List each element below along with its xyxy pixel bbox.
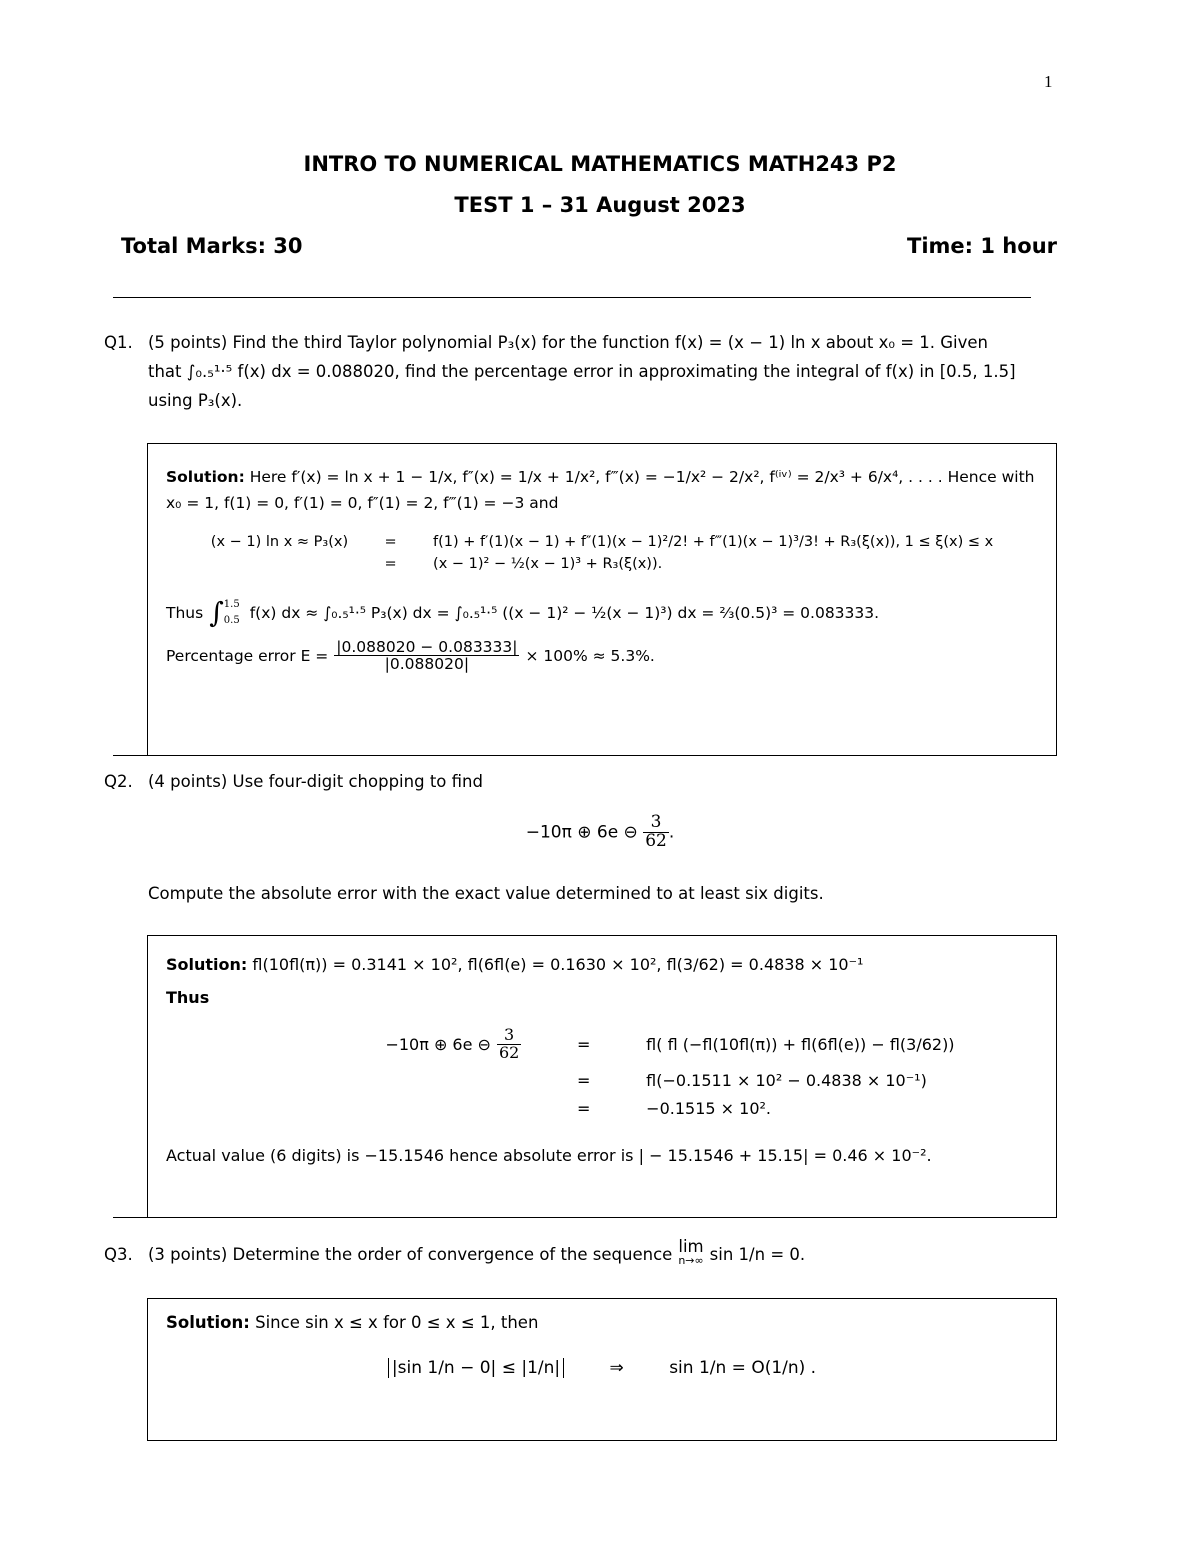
q2-eq-rhs-1: fl( fl (−fl(10fl(π)) + fl(6fl(e)) − fl(3/62)): [646, 1034, 955, 1054]
q2-eq-frac-den: 62: [498, 1042, 520, 1062]
q1-percentage-error: [166, 639, 1038, 673]
q2-box-underline: [113, 1217, 149, 1218]
q2-eq-fraction: [497, 1027, 521, 1062]
q1-eq-rhs-1: f(1) + f′(1)(x − 1) + f″(1)(x − 1)²/2! + f‴(1)(x − 1)³/3! + R₃(ξ(x)), 1 ≤ ξ(x) ≤ x: [433, 534, 994, 550]
q1-perc-fraction: [334, 639, 519, 673]
q1-integral-text: f(x) dx ≈ ∫₀.₅¹·⁵ P₃(x) dx = ∫₀.₅¹·⁵ ((x − 1)² − ½(x − 1)³) dx = ⅔(0.5)³ = 0.083333.: [249, 603, 880, 622]
time-allowed: Time: 1 hour: [907, 234, 1057, 258]
question-1-label: Q1.: [104, 333, 133, 352]
question-1: [104, 328, 1059, 415]
question-2-solution-box: [147, 935, 1057, 1218]
solution-heading: Solution:: [166, 1313, 250, 1332]
q2-expr-end: .: [668, 822, 675, 843]
q2-frac-num: 3: [643, 814, 669, 833]
q2-eq-rhs-3: −0.1515 × 10².: [646, 1098, 771, 1118]
q3-result: sin 1/n = O(1/n) .: [669, 1358, 817, 1378]
q1-eq-rel-1: =: [384, 534, 397, 550]
q3-sol-line1: Since sin x ≤ x for 0 ≤ x ≤ 1, then: [255, 1313, 539, 1332]
q1-perc-denominator: |0.088020|: [384, 655, 470, 674]
q1-thus: Thus: [166, 603, 204, 622]
q3-lim: lim: [678, 1237, 704, 1256]
q1-eq-rel-2: =: [384, 556, 397, 572]
q2-eq-rel-2: =: [577, 1070, 591, 1090]
q1-perc-tail: × 100% ≈ 5.3%.: [525, 646, 655, 665]
q3-lim-sub: n→∞: [678, 1254, 704, 1267]
q1-derivatives-line: Here f′(x) = ln x + 1 − 1/x, f″(x) = 1/x + 1/x², f‴(x) = −1/x² − 2/x², f⁽ⁱᵛ⁾ = 2/x³ + 6/x⁴, . . . . Hence with: [249, 468, 1035, 486]
question-2-text-2: Compute the absolute error with the exact value determined to at least six digits.: [148, 884, 824, 903]
solution-heading: Solution:: [166, 468, 245, 486]
question-2-instruction: [104, 879, 1059, 908]
total-marks: Total Marks: 30: [121, 234, 303, 258]
page-title: INTRO TO NUMERICAL MATHEMATICS MATH243 P2: [303, 152, 897, 176]
test-subtitle: TEST 1 – 31 August 2023: [454, 193, 746, 217]
question-3: [104, 1237, 1059, 1269]
q1-values-line: x₀ = 1, f(1) = 0, f′(1) = 0, f″(1) = 2, f‴(1) = −3 and: [166, 494, 559, 512]
q2-expr-left: −10π ⊕ 6e ⊖: [525, 822, 638, 843]
q3-limit: [678, 1237, 704, 1268]
question-2: [104, 767, 1059, 796]
q2-expr-fraction: [643, 814, 669, 851]
q3-inequality-line: [166, 1358, 1038, 1378]
integral-sign-icon: ∫: [209, 596, 224, 629]
q1-eq-rhs-2: (x − 1)² − ½(x − 1)³ + R₃(ξ(x)).: [433, 556, 663, 572]
question-2-label: Q2.: [104, 772, 133, 791]
integral-limits: 1.5 0.5: [223, 598, 240, 626]
q1-integral-line: [166, 596, 1038, 629]
question-1-text-b: that ∫₀.₅¹·⁵ f(x) dx = 0.088020, find the percentage error in approximating the integral of f(x) in [0.5, 1.5]: [148, 362, 1016, 381]
solution-heading: Solution:: [166, 955, 248, 974]
q3-inequality: |sin 1/n − 0| ≤ |1/n|: [388, 1358, 564, 1378]
q2-eq-lhs: −10π ⊕ 6e ⊖: [385, 1034, 491, 1054]
question-2-text: (4 points) Use four-digit chopping to find: [148, 772, 483, 791]
question-3-text: (3 points) Determine the order of convergence of the sequence: [148, 1245, 673, 1264]
q2-eq-rel-1: =: [577, 1034, 591, 1054]
q1-eq-lhs: (x − 1) ln x ≈ P₃(x): [210, 534, 349, 550]
q2-thus: Thus: [166, 988, 210, 1007]
question-1-text-c: using P₃(x).: [148, 391, 243, 410]
implies-arrow-icon: ⇒: [609, 1358, 624, 1378]
q2-frac-den: 62: [645, 830, 667, 851]
question-3-solution-box: [147, 1298, 1057, 1441]
q1-perc-label: Percentage error E =: [166, 646, 329, 665]
q2-eq-rel-3: =: [577, 1098, 591, 1118]
header-divider: [113, 297, 1031, 298]
page-number: 1: [1044, 72, 1053, 91]
q3-sequence: sin 1/n = 0.: [709, 1245, 806, 1264]
q1-perc-numerator: |0.088020 − 0.083333|: [336, 638, 518, 656]
q2-actual-value: Actual value (6 digits) is −15.1546 hence absolute error is | − 15.1546 + 15.15| = 0.46 × 10⁻².: [166, 1145, 932, 1165]
q2-eq-rhs-2: fl(−0.1511 × 10² − 0.4838 × 10⁻¹): [646, 1070, 927, 1090]
question-2-expression: [0, 814, 1200, 851]
q1-box-underline: [113, 755, 149, 756]
question-1-text-a: (5 points) Find the third Taylor polynomial P₃(x) for the function f(x) = (x − 1) ln x about x₀ = 1. Given: [148, 333, 989, 352]
question-3-label: Q3.: [104, 1245, 133, 1264]
q2-computation: [302, 1027, 1038, 1118]
q2-eq-frac-num: 3: [497, 1027, 521, 1045]
q2-sol-line1: fl(10fl(π)) = 0.3141 × 10², fl(6fl(e) = 0.1630 × 10², fl(3/62) = 0.4838 × 10⁻¹: [252, 955, 864, 974]
question-1-solution-box: [147, 443, 1057, 756]
q1-taylor-equation: [166, 534, 1038, 572]
